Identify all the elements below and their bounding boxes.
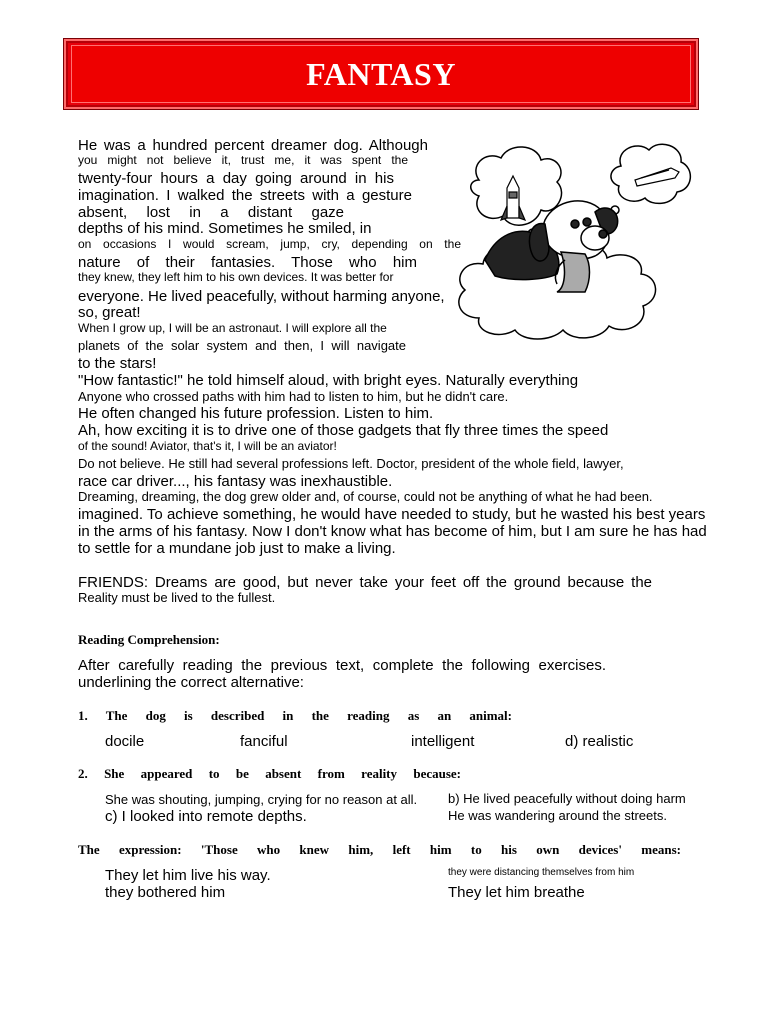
- question-2: 2. She appeared to be absent from reality because:: [78, 766, 461, 781]
- q3-option-b[interactable]: they were distancing themselves from him: [448, 867, 635, 878]
- question-1: 1. The dog is described in the reading as an animal:: [78, 708, 512, 723]
- q1-option-b[interactable]: fanciful: [240, 733, 288, 750]
- story-line: imagination. I walked the streets with a gesture: [78, 187, 412, 204]
- story-line: Reality must be lived to the fullest.: [78, 590, 276, 605]
- story-line: you might not believe it, trust me, it was spent the: [78, 153, 408, 167]
- question-3: The expression: 'Those who knew him, left him to his own devices' means:: [78, 842, 681, 857]
- story-line: everyone. He lived peacefully, without harming anyone,: [78, 288, 445, 305]
- story-line: "How fantastic!" he told himself aloud, with bright eyes. Naturally everything: [78, 372, 579, 389]
- dog-dreaming-illustration: [445, 140, 695, 345]
- story-line: of the sound! Aviator, that's it, I will be an aviator!: [78, 439, 337, 453]
- q3-option-a[interactable]: They let him live his way.: [105, 867, 271, 884]
- story-line: Anyone who crossed paths with him had to listen to him, but he didn't care.: [78, 389, 509, 404]
- story-line: to settle for a mundane job just to make a living.: [78, 540, 396, 557]
- q2-option-b[interactable]: b) He lived peacefully without doing harm: [448, 791, 686, 806]
- section-title: Reading Comprehension:: [78, 632, 220, 647]
- story-line: so, great!: [78, 304, 141, 321]
- story-line: twenty-four hours a day going around in his: [78, 170, 394, 187]
- q3-option-d[interactable]: They let him breathe: [448, 884, 585, 901]
- q2-option-d[interactable]: He was wandering around the streets.: [448, 808, 667, 823]
- story-line: planets of the solar system and then, I will navigate: [78, 338, 406, 353]
- q3-option-c[interactable]: they bothered him: [105, 884, 226, 901]
- story-line: on occasions I would scream, jump, cry, depending on the: [78, 237, 461, 251]
- story-line: depths of his mind. Sometimes he smiled, in: [78, 220, 372, 237]
- story-line: in the arms of his fantasy. Now I don't know what has become of him, but I am sure he has had: [78, 523, 707, 540]
- q1-option-a[interactable]: docile: [105, 733, 145, 750]
- title-banner: [64, 39, 698, 109]
- story-line: He was a hundred percent dreamer dog. Although: [78, 137, 428, 154]
- title-banner-inner: [71, 45, 691, 103]
- story-line: to the stars!: [78, 355, 157, 372]
- story-line: imagined. To achieve something, he would have needed to study, but he wasted his best years: [78, 506, 706, 523]
- story-line: absent, lost in a distant gaze: [78, 204, 344, 221]
- story-line: FRIENDS: Dreams are good, but never take your feet off the ground because the: [78, 574, 652, 591]
- page-title: FANTASY: [306, 55, 456, 92]
- q2-option-a[interactable]: She was shouting, jumping, crying for no reason at all.: [105, 792, 418, 807]
- story-line: they knew, they left him to his own devices. It was better for: [78, 270, 394, 284]
- instruction-line: After carefully reading the previous text, complete the following exercises.: [78, 657, 606, 674]
- story-line: Do not believe. He still had several professions left. Doctor, president of the whole field, lawyer,: [78, 456, 624, 471]
- q1-option-c[interactable]: intelligent: [411, 733, 475, 750]
- story-line: Dreaming, dreaming, the dog grew older and, of course, could not be anything of what he had been.: [78, 489, 653, 504]
- story-line: He often changed his future profession. Listen to him.: [78, 405, 434, 422]
- instruction-line: underlining the correct alternative:: [78, 674, 304, 691]
- story-line: race car driver..., his fantasy was inexhaustible.: [78, 473, 393, 490]
- q1-option-d[interactable]: d) realistic: [565, 733, 634, 750]
- q2-option-c[interactable]: c) I looked into remote depths.: [105, 808, 307, 825]
- story-line: Ah, how exciting it is to drive one of those gadgets that fly three times the speed: [78, 422, 609, 439]
- story-line: nature of their fantasies. Those who him: [78, 254, 417, 271]
- story-line: When I grow up, I will be an astronaut. I will explore all the: [78, 321, 387, 335]
